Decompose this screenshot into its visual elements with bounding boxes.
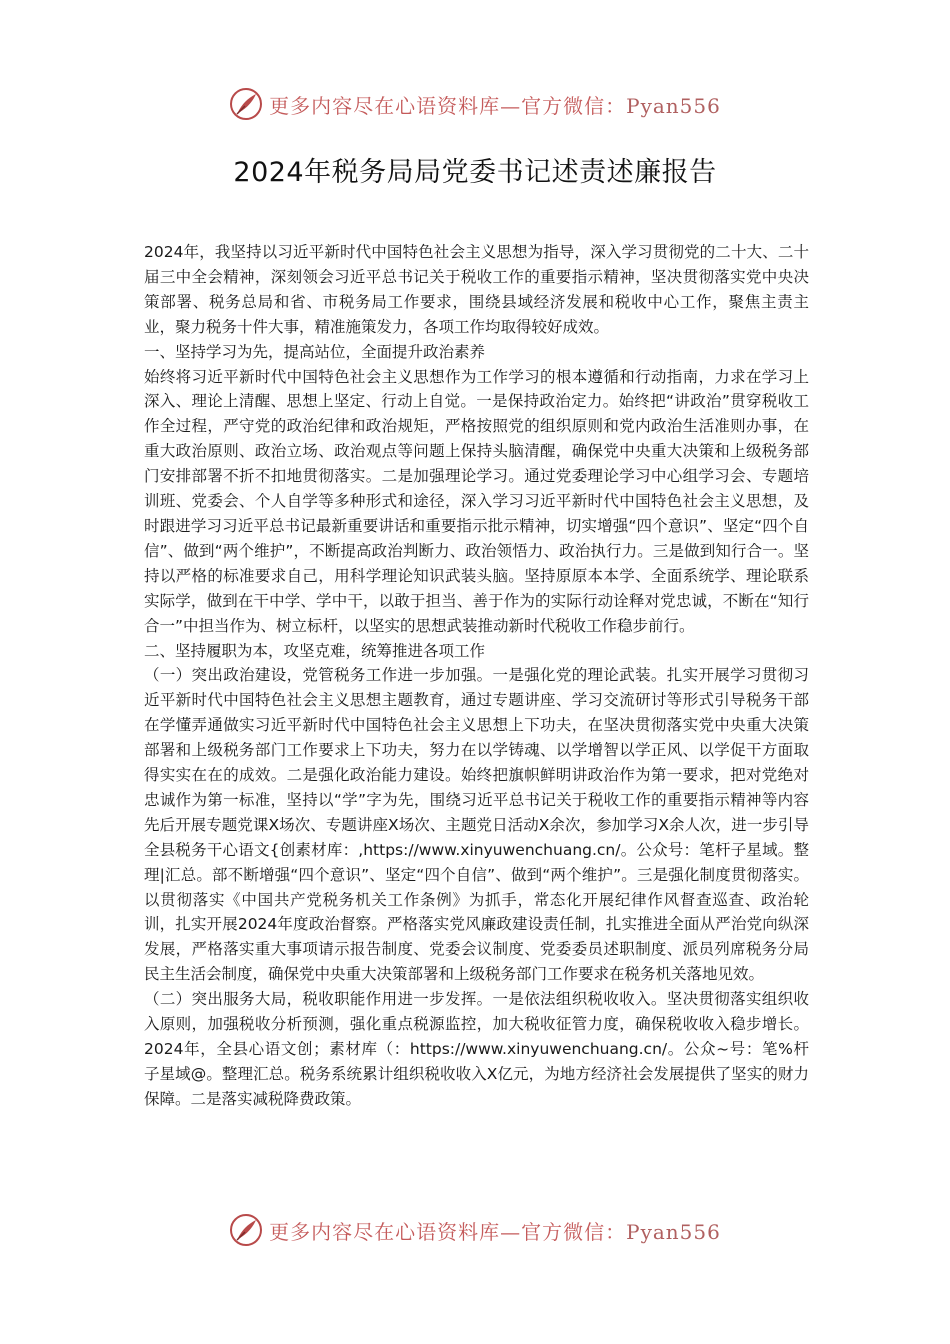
paragraph-section-1: 始终将习近平新时代中国特色社会主义思想作为工作学习的根本遵循和行动指南，力求在学习上深入、理论上清醒、思想上坚定、行动上自觉。一是保持政治定力。始终把“讲政治”贯穿税收工作全过程，严守党的政治纪律和政治规矩，严格按照党的组织原则和党内政治生活准则办事，在重大政治原则、政治立场、政治观点等问题上保持头脑清醒，确保党中央重大决策和上级税务部门安排部署不折不扣地贯彻落实。二是加强理论学习。通过党委理论学习中心组学习会、专题培训班、党委会、个人自学等多种形式和途径，深入学习习近平新时代中国特色社会主义思想，及时跟进学习习近平总书记最新重要讲话和重要指示批示精神，切实增强“四个意识”、坚定“四个自信”、做到“两个维护”，不断提高政治判断力、政治领悟力、政治执行力。三是做到知行合一。坚持以严格的标准要求自己，用科学理论知识武装头脑。坚持原原本本学、全面系统学、理论联系实际学，做到在干中学、学中干，以敢于担当、善于作为的实际行动诠释对党忠诚，不断在“知行合一”中担当作为、树立标杆，以坚实的思想武装推动新时代税收工作稳步前行。 bbox=[144, 367, 809, 635]
feather-logo-icon bbox=[229, 1213, 263, 1247]
paragraph-subsection-1: （一）突出政治建设，党管税务工作进一步加强。一是强化党的理论武装。扎实开展学习贯彻习近平新时代中国特色社会主义思想主题教育，通过专题讲座、学习交流研讨等形式引导税务干部在学懂弄通做实习近平新时代中国特色社会主义思想上下功夫，在坚决贯彻落实党中央重大决策部署和上级税务部门工作要求上下功夫，努力在以学铸魂、以学增智以学正风、以学促干方面取得实实在在的成效。二是强化政治能力建设。始终把旗帜鲜明讲政治作为第一要求，把对党绝对忠诚作为第一标准，坚持以“学”字为先，围绕习近平总书记关于税收工作的重要指示精神等内容先后开展专题党课X场次、专题讲座X场次、主题党日活动X余次，参加学习X余人次，进一步引导全县税务干心语文{创素材库：,https://www.xinyuwenchuang.cn/。公众号：笔杆子星域。整理|汇总。部不断增强“四个意识”、坚定“四个自信”、做到“两个维护”。三是强化制度贯彻落实。以贯彻落实《中国共产党税务机关工作条例》为抓手，常态化开展纪律作风督查巡查、政治轮训，扎实开展2024年度政治督察。严格落实党风廉政建设责任制，扎实推进全面从严治党向纵深发展，严格落实重大事项请示报告制度、党委会议制度、党委委员述职制度、派员列席税务分局民主生活会制度，确保党中央重大决策部署和上级税务部门工作要求在税务机关落地见效。 bbox=[144, 666, 809, 984]
heading-section-2: 二、坚持履职为本，攻坚克难，统筹推进各项工作 bbox=[144, 641, 486, 660]
document-title: 2024年税务局局党委书记述责述廉报告 bbox=[233, 157, 717, 188]
watermark-banner-top bbox=[0, 84, 950, 124]
watermark-banner-bottom bbox=[0, 1210, 950, 1250]
document-body bbox=[144, 240, 809, 1112]
heading-section-1: 一、坚持学习为先，提高站位，全面提升政治素养 bbox=[144, 342, 486, 361]
watermark-text: 更多内容尽在心语资料库—官方微信：Pyan556 bbox=[269, 1219, 721, 1244]
paragraph-subsection-2: （二）突出服务大局，税收职能作用进一步发挥。一是依法组织税收收入。坚决贯彻落实组织收入原则，加强税收分析预测，强化重点税源监控，加大税收征管力度，确保税收收入稳步增长。2024年，全县心语文创；素材库（：https://www.xinyuwenchuang.cn/。公众~号：笔%杆子星域@。整理汇总。税务系统累计组织税收收入X亿元，为地方经济社会发展提供了坚实的财力保障。二是落实减税降费政策。 bbox=[144, 990, 809, 1108]
watermark-text: 更多内容尽在心语资料库—官方微信：Pyan556 bbox=[269, 93, 721, 118]
feather-logo-icon bbox=[229, 87, 263, 121]
paragraph-intro: 2024年，我坚持以习近平新时代中国特色社会主义思想为指导，深入学习贯彻党的二十大、二十届三中全会精神，深刻领会习近平总书记关于税收工作的重要指示精神，坚决贯彻落实党中央决策部署、税务总局和省、市税务局工作要求，围绕县域经济发展和税收中心工作，聚焦主责主业，聚力税务十件大事，精准施策发力，各项工作均取得较好成效。 bbox=[144, 243, 809, 336]
